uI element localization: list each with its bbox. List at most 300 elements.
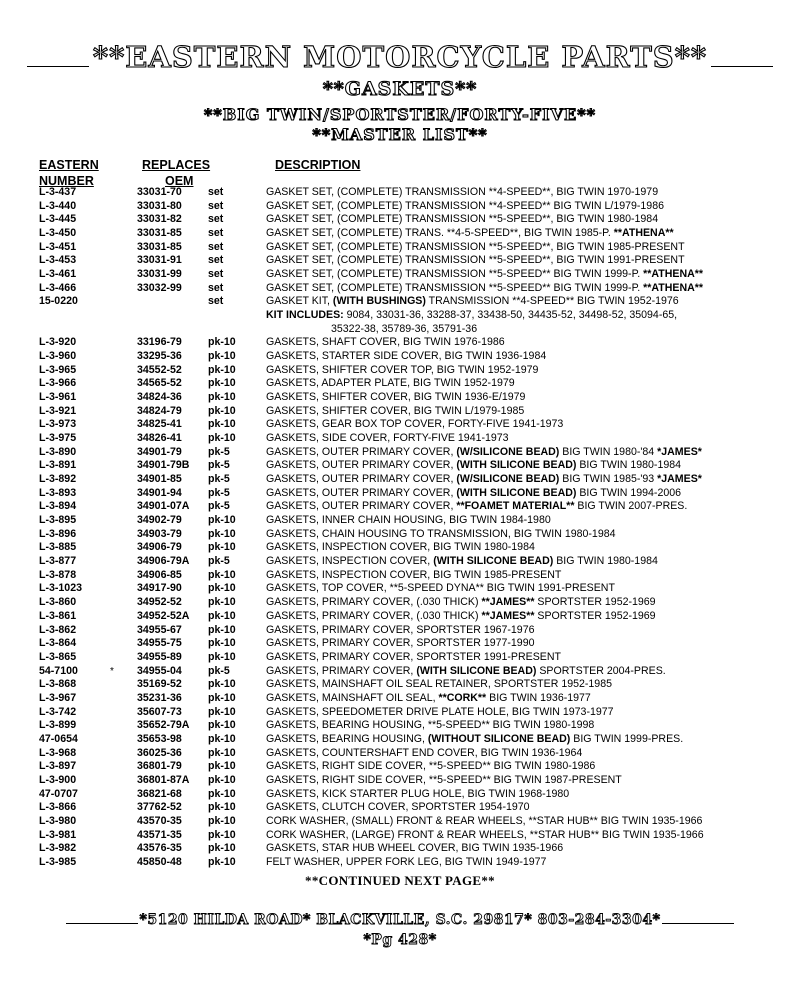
column-header-replaces: REPLACES (142, 158, 211, 172)
description-text: GASKETS, MAINSHAFT OIL SEAL RETAINER, SPORTSTER 1952-1985 (266, 678, 612, 691)
oem-number: 45850-48 (137, 855, 182, 868)
description (266, 651, 561, 665)
models-title: **BIG TWIN/SPORTSTER/FORTY-FIVE** (204, 105, 596, 124)
description (266, 200, 664, 214)
table-row (0, 446, 800, 460)
description-text: GASKETS, BEARING HOUSING, (266, 732, 428, 745)
description-text: BIG TWIN 1980-1984 (576, 459, 682, 472)
package-unit: pk-10 (208, 623, 236, 636)
description (266, 241, 685, 255)
description (266, 282, 703, 296)
table-row (0, 514, 800, 528)
eastern-number: L-3-966 (39, 377, 77, 390)
description-emphasis: *JAMES* (657, 445, 702, 458)
description (266, 446, 702, 460)
description (266, 856, 546, 870)
oem-number: 35607-73 (137, 705, 182, 718)
description (266, 500, 687, 514)
table-row (0, 719, 800, 733)
description (266, 186, 658, 200)
eastern-number: L-3-895 (39, 514, 77, 527)
column-header-oem: OEM (165, 174, 194, 188)
oem-number: 34901-79 (137, 445, 182, 458)
table-row (0, 227, 800, 241)
package-unit: pk-10 (208, 828, 236, 841)
oem-number: 34955-67 (137, 623, 182, 636)
eastern-number: 47-0707 (39, 787, 78, 800)
oem-number: 34955-75 (137, 637, 182, 650)
eastern-number: L-3-877 (39, 555, 77, 568)
package-unit: pk-10 (208, 391, 236, 404)
oem-number: 35231-36 (137, 691, 182, 704)
package-unit: pk-10 (208, 637, 236, 650)
table-row (0, 405, 800, 419)
table-row (0, 651, 800, 665)
table-row (0, 788, 800, 802)
package-unit: pk-5 (208, 459, 230, 472)
description-emphasis: (W/SILICONE BEAD) (456, 473, 560, 486)
package-unit: pk-10 (208, 842, 236, 855)
eastern-number: L-3-973 (39, 418, 77, 431)
header-rule-right (711, 66, 773, 67)
description-emphasis: (WITH SILICONE BEAD) (456, 459, 577, 472)
description (266, 815, 702, 829)
eastern-number: L-3-900 (39, 773, 77, 786)
eastern-number: 15-0220 (39, 295, 78, 308)
oem-number: 34901-07A (137, 500, 190, 513)
eastern-number: L-3-894 (39, 500, 77, 513)
description-text: SPORTSTER 1952-1969 (534, 596, 656, 609)
description (266, 459, 681, 473)
table-row (0, 637, 800, 651)
description-text: GASKETS, PRIMARY COVER, SPORTSTER 1967-1976 (266, 623, 535, 636)
description (266, 487, 681, 501)
description-text: GASKETS, PRIMARY COVER, (.030 THICK) (266, 609, 482, 622)
eastern-number: L-3-893 (39, 486, 77, 499)
oem-number: 33031-80 (137, 199, 182, 212)
description-text: BIG TWIN 1936-1977 (486, 691, 591, 704)
eastern-number: L-3-885 (39, 541, 77, 554)
oem-number: 34902-79 (137, 514, 182, 527)
package-unit: pk-10 (208, 363, 236, 376)
description-text: GASKET SET, (COMPLETE) TRANSMISSION **5-SPEED** BIG TWIN 1999-P. (266, 268, 644, 281)
table-row (0, 747, 800, 761)
oem-number: 34824-36 (137, 391, 182, 404)
oem-number: 36801-79 (137, 760, 182, 773)
eastern-number: L-3-862 (39, 623, 77, 636)
table-row (0, 200, 800, 214)
description-text: GASKET KIT, (266, 295, 333, 308)
eastern-number: 47-0654 (39, 732, 78, 745)
package-unit: pk-10 (208, 514, 236, 527)
description-emphasis: *JAMES* (657, 473, 702, 486)
eastern-number: L-3-965 (39, 363, 77, 376)
oem-number: 34565-52 (137, 377, 182, 390)
package-unit: pk-10 (208, 609, 236, 622)
description (266, 213, 658, 227)
column-header-description: DESCRIPTION (275, 158, 361, 172)
description-text: GASKET SET, (COMPLETE) TRANSMISSION **5-SPEED**, BIG TWIN 1991-PRESENT (266, 254, 685, 267)
oem-number: 35169-52 (137, 678, 182, 691)
package-unit: pk-10 (208, 541, 236, 554)
oem-number: 35653-98 (137, 732, 182, 745)
oem-number: 34825-41 (137, 418, 182, 431)
eastern-number: L-3-440 (39, 199, 77, 212)
description-text: GASKET SET, (COMPLETE) TRANSMISSION **4-SPEED** BIG TWIN L/1979-1986 (266, 199, 664, 212)
description (266, 268, 703, 282)
description-text: GASKETS, BEARING HOUSING, **5-SPEED** BIG TWIN 1980-1998 (266, 719, 595, 732)
eastern-number: L-3-921 (39, 404, 77, 417)
description (266, 309, 677, 323)
eastern-number: L-3-453 (39, 254, 77, 267)
table-row (0, 760, 800, 774)
table-row (0, 733, 800, 747)
description-text: GASKETS, SHIFTER COVER TOP, BIG TWIN 1952-1979 (266, 363, 539, 376)
table-row (0, 213, 800, 227)
package-unit: set (208, 227, 224, 240)
package-unit: pk-10 (208, 596, 236, 609)
package-unit: pk-10 (208, 377, 236, 390)
description-text: GASKETS, SPEEDOMETER DRIVE PLATE HOLE, BIG TWIN 1973-1977 (266, 705, 614, 718)
description-emphasis: (WITH BUSHINGS) (332, 295, 426, 308)
description-text: GASKETS, PRIMARY COVER, SPORTSTER 1977-1990 (266, 637, 535, 650)
description (266, 295, 679, 309)
oem-number: 36025-36 (137, 746, 182, 759)
table-row (0, 500, 800, 514)
continued-note: **CONTINUED NEXT PAGE** (305, 873, 495, 888)
table-row (0, 254, 800, 268)
oem-number: 34952-52 (137, 596, 182, 609)
eastern-number: L-3-967 (39, 691, 77, 704)
eastern-number: L-3-878 (39, 568, 77, 581)
description-text: GASKETS, PRIMARY COVER, (266, 664, 417, 677)
table-row (0, 377, 800, 391)
table-row (0, 473, 800, 487)
oem-number: 34906-79 (137, 541, 182, 554)
description (266, 801, 530, 815)
oem-number: 36801-87A (137, 773, 190, 786)
description-text: GASKET SET, (COMPLETE) TRANSMISSION **5-SPEED** BIG TWIN 1999-P. (266, 281, 644, 294)
table-row (0, 350, 800, 364)
table-row (0, 829, 800, 843)
oem-number: 34901-85 (137, 473, 182, 486)
eastern-number: L-3-920 (39, 336, 77, 349)
description-emphasis: (WITH SILICONE BEAD) (456, 486, 577, 499)
table-row (0, 282, 800, 296)
package-unit: pk-10 (208, 404, 236, 417)
oem-number: 37762-52 (137, 801, 182, 814)
description-text: BIG TWIN 1994-2006 (576, 486, 682, 499)
oem-number: 35652-79A (137, 719, 190, 732)
package-unit: set (208, 295, 224, 308)
oem-number: 33031-82 (137, 213, 182, 226)
eastern-number: L-3-466 (39, 281, 77, 294)
eastern-number: L-3-742 (39, 705, 77, 718)
package-unit: pk-10 (208, 732, 236, 745)
eastern-number: L-3-985 (39, 855, 77, 868)
oem-number: 34906-79A (137, 555, 190, 568)
description-text: TRANSMISSION **4-SPEED** BIG TWIN 1952-1976 (425, 295, 679, 308)
eastern-number: L-3-865 (39, 650, 77, 663)
description-text: GASKETS, INSPECTION COVER, (266, 555, 434, 568)
footer-address: *5120 HILDA ROAD* BLACKVILLE, S.C. 29817* 803-284-3304* (139, 912, 661, 928)
description (266, 227, 674, 241)
package-unit: pk-10 (208, 418, 236, 431)
description (266, 541, 535, 555)
description-text: GASKETS, CLUTCH COVER, SPORTSTER 1954-1970 (266, 801, 530, 814)
description-text: GASKETS, ADAPTER PLATE, BIG TWIN 1952-1979 (266, 377, 515, 390)
description-text: 35322-38, 35789-36, 35791-36 (331, 322, 478, 335)
oem-number: 33031-85 (137, 240, 182, 253)
table-row (0, 569, 800, 583)
column-header-number: NUMBER (39, 174, 94, 188)
description-text: SPORTSTER 2004-PRES. (536, 664, 666, 677)
description (266, 692, 591, 706)
oem-number: 34952-52A (137, 609, 190, 622)
description (266, 582, 615, 596)
table-row (0, 815, 800, 829)
package-unit: pk-5 (208, 664, 230, 677)
package-unit: pk-10 (208, 432, 236, 445)
footer-rule-left (66, 923, 138, 924)
eastern-number: L-3-960 (39, 350, 77, 363)
description (266, 528, 616, 542)
package-unit: pk-5 (208, 445, 230, 458)
table-row (0, 610, 800, 624)
package-unit: pk-10 (208, 760, 236, 773)
table-row (0, 541, 800, 555)
table-row (0, 528, 800, 542)
description (266, 254, 685, 268)
oem-number: 33196-79 (137, 336, 182, 349)
package-unit: set (208, 213, 224, 226)
description (266, 624, 534, 638)
table-row (0, 432, 800, 446)
description-emphasis: **FOAMET MATERIAL** (456, 500, 575, 513)
description (266, 405, 524, 419)
description (266, 336, 505, 350)
package-unit: set (208, 199, 224, 212)
table-row (0, 692, 800, 706)
package-unit: pk-10 (208, 650, 236, 663)
table-row (0, 801, 800, 815)
eastern-number: L-3-861 (39, 609, 77, 622)
eastern-number: L-3-451 (39, 240, 77, 253)
description-emphasis: **ATHENA** (613, 227, 674, 240)
eastern-number: L-3-866 (39, 801, 77, 814)
description-text: BIG TWIN 2007-PRES. (574, 500, 688, 513)
description-text: GASKETS, OUTER PRIMARY COVER, (266, 500, 457, 513)
description-text: GASKETS, OUTER PRIMARY COVER, (266, 459, 457, 472)
description (266, 747, 582, 761)
description (266, 473, 702, 487)
eastern-number: L-3-450 (39, 227, 77, 240)
description (266, 788, 569, 802)
eastern-number: L-3-897 (39, 760, 77, 773)
table-row (0, 856, 800, 870)
table-row (0, 582, 800, 596)
table-row (0, 309, 800, 323)
description-emphasis: **JAMES** (481, 596, 535, 609)
oem-number: 34826-41 (137, 432, 182, 445)
description-text: GASKET SET, (COMPLETE) TRANSMISSION **5-SPEED**, BIG TWIN 1980-1984 (266, 213, 659, 226)
description-text: GASKETS, OUTER PRIMARY COVER, (266, 486, 457, 499)
description (266, 719, 594, 733)
table-row (0, 336, 800, 350)
oem-number: 34903-79 (137, 527, 182, 540)
eastern-number: L-3-461 (39, 268, 77, 281)
description-text: GASKETS, MAINSHAFT OIL SEAL, (266, 691, 439, 704)
eastern-number: 54-7100 (39, 664, 78, 677)
table-row (0, 706, 800, 720)
description-text: GASKETS, INNER CHAIN HOUSING, BIG TWIN 1984-1980 (266, 514, 551, 527)
eastern-number: L-3-968 (39, 746, 77, 759)
description-text: GASKETS, PRIMARY COVER, (.030 THICK) (266, 596, 482, 609)
oem-number: 43571-35 (137, 828, 182, 841)
package-unit: set (208, 240, 224, 253)
eastern-number: L-3-860 (39, 596, 77, 609)
description-text: GASKETS, OUTER PRIMARY COVER, (266, 473, 457, 486)
description-text: GASKETS, SHIFTER COVER, BIG TWIN L/1979-1985 (266, 404, 525, 417)
description-text: BIG TWIN 1980-1984 (553, 555, 658, 568)
description-text: GASKETS, STAR HUB WHEEL COVER, BIG TWIN 1935-1966 (266, 842, 564, 855)
description (266, 364, 538, 378)
description (266, 678, 612, 692)
package-unit: pk-10 (208, 336, 236, 349)
eastern-number: L-3-890 (39, 445, 77, 458)
row-marker: * (110, 665, 114, 677)
oem-number: 34824-79 (137, 404, 182, 417)
table-row (0, 186, 800, 200)
oem-number: 34906-85 (137, 568, 182, 581)
description-emphasis: (W/SILICONE BEAD) (456, 445, 560, 458)
company-title: **EASTERN MOTORCYCLE PARTS** (92, 40, 708, 74)
description (266, 377, 515, 391)
description (266, 842, 563, 856)
package-unit: pk-10 (208, 350, 236, 363)
package-unit: pk-10 (208, 582, 236, 595)
description-text: GASKET SET, (COMPLETE) TRANS. **4-5-SPEED**, BIG TWIN 1985-P. (266, 227, 614, 240)
description-text: CORK WASHER, (LARGE) FRONT & REAR WHEELS, **STAR HUB** BIG TWIN 1935-1966 (266, 828, 704, 841)
table-row (0, 774, 800, 788)
table-row (0, 241, 800, 255)
table-row (0, 487, 800, 501)
description (266, 665, 666, 679)
description-text: BIG TWIN 1999-PRES. (570, 732, 684, 745)
parts-table (0, 186, 800, 870)
footer-rule-right (662, 923, 734, 924)
package-unit: pk-10 (208, 801, 236, 814)
table-row (0, 364, 800, 378)
description-text: CORK WASHER, (SMALL) FRONT & REAR WHEELS, **STAR HUB** BIG TWIN 1935-1966 (266, 814, 703, 827)
description (266, 350, 546, 364)
description-text: GASKETS, COUNTERSHAFT END COVER, BIG TWIN 1936-1964 (266, 746, 583, 759)
oem-number: 33295-36 (137, 350, 182, 363)
eastern-number: L-3-961 (39, 391, 77, 404)
description-text: GASKETS, TOP COVER, **5-SPEED DYNA** BIG TWIN 1991-PRESENT (266, 582, 615, 595)
eastern-number: L-3-896 (39, 527, 77, 540)
oem-number: 33032-99 (137, 281, 182, 294)
package-unit: pk-10 (208, 746, 236, 759)
description (266, 637, 534, 651)
header-rule-left (27, 66, 89, 67)
description (266, 555, 658, 569)
table-row (0, 596, 800, 610)
eastern-number: L-3-982 (39, 842, 77, 855)
package-unit: pk-10 (208, 787, 236, 800)
description-text: BIG TWIN 1985-'93 (559, 473, 658, 486)
column-header-eastern: EASTERN (39, 158, 99, 172)
table-row (0, 323, 800, 337)
description-text: GASKETS, SHAFT COVER, BIG TWIN 1976-1986 (266, 336, 505, 349)
table-row (0, 555, 800, 569)
description-text: SPORTSTER 1952-1969 (534, 609, 656, 622)
description (266, 610, 656, 624)
eastern-number: L-3-980 (39, 814, 77, 827)
page-number: *Pg 428* (363, 932, 437, 948)
description-text: GASKETS, OUTER PRIMARY COVER, (266, 445, 457, 458)
table-row (0, 624, 800, 638)
oem-number: 33031-85 (137, 227, 182, 240)
eastern-number: L-3-899 (39, 719, 77, 732)
package-unit: pk-5 (208, 486, 230, 499)
package-unit: pk-10 (208, 678, 236, 691)
description-text: GASKETS, GEAR BOX TOP COVER, FORTY-FIVE 1941-1973 (266, 418, 564, 431)
list-title: **MASTER LIST** (312, 125, 488, 144)
eastern-number: L-3-975 (39, 432, 77, 445)
description-emphasis: (WITH SILICONE BEAD) (416, 664, 537, 677)
description-text: GASKETS, INSPECTION COVER, BIG TWIN 1985-PRESENT (266, 568, 562, 581)
package-unit: pk-5 (208, 555, 230, 568)
description-emphasis: **CORK** (438, 691, 487, 704)
eastern-number: L-3-864 (39, 637, 77, 650)
package-unit: pk-10 (208, 855, 236, 868)
oem-number: 36821-68 (137, 787, 182, 800)
package-unit: pk-10 (208, 527, 236, 540)
description (331, 323, 477, 337)
description (266, 774, 622, 788)
description-text: FELT WASHER, UPPER FORK LEG, BIG TWIN 1949-1977 (266, 855, 547, 868)
table-row (0, 842, 800, 856)
oem-number: 33031-91 (137, 254, 182, 267)
eastern-number: L-3-892 (39, 473, 77, 486)
package-unit: pk-5 (208, 473, 230, 486)
description (266, 829, 704, 843)
description-text: GASKETS, RIGHT SIDE COVER, **5-SPEED** BIG TWIN 1987-PRESENT (266, 773, 622, 786)
package-unit: set (208, 281, 224, 294)
description-emphasis: **ATHENA** (643, 268, 704, 281)
oem-number: 33031-99 (137, 268, 182, 281)
table-row (0, 459, 800, 473)
eastern-number: L-3-1023 (39, 582, 82, 595)
package-unit: set (208, 268, 224, 281)
description-text: GASKET SET, (COMPLETE) TRANSMISSION **5-SPEED**, BIG TWIN 1985-PRESENT (266, 240, 685, 253)
description-text: GASKETS, PRIMARY COVER, SPORTSTER 1991-PRESENT (266, 650, 561, 663)
table-row (0, 268, 800, 282)
package-unit: set (208, 186, 224, 198)
table-row (0, 391, 800, 405)
eastern-number: L-3-981 (39, 828, 77, 841)
description-emphasis: KIT INCLUDES: (266, 309, 344, 322)
description (266, 432, 509, 446)
eastern-number: L-3-437 (39, 186, 77, 198)
package-unit: pk-10 (208, 719, 236, 732)
table-row (0, 678, 800, 692)
description (266, 760, 595, 774)
description (266, 733, 683, 747)
description-text: GASKETS, RIGHT SIDE COVER, **5-SPEED** BIG TWIN 1980-1986 (266, 760, 596, 773)
oem-number: 33031-70 (137, 186, 182, 198)
